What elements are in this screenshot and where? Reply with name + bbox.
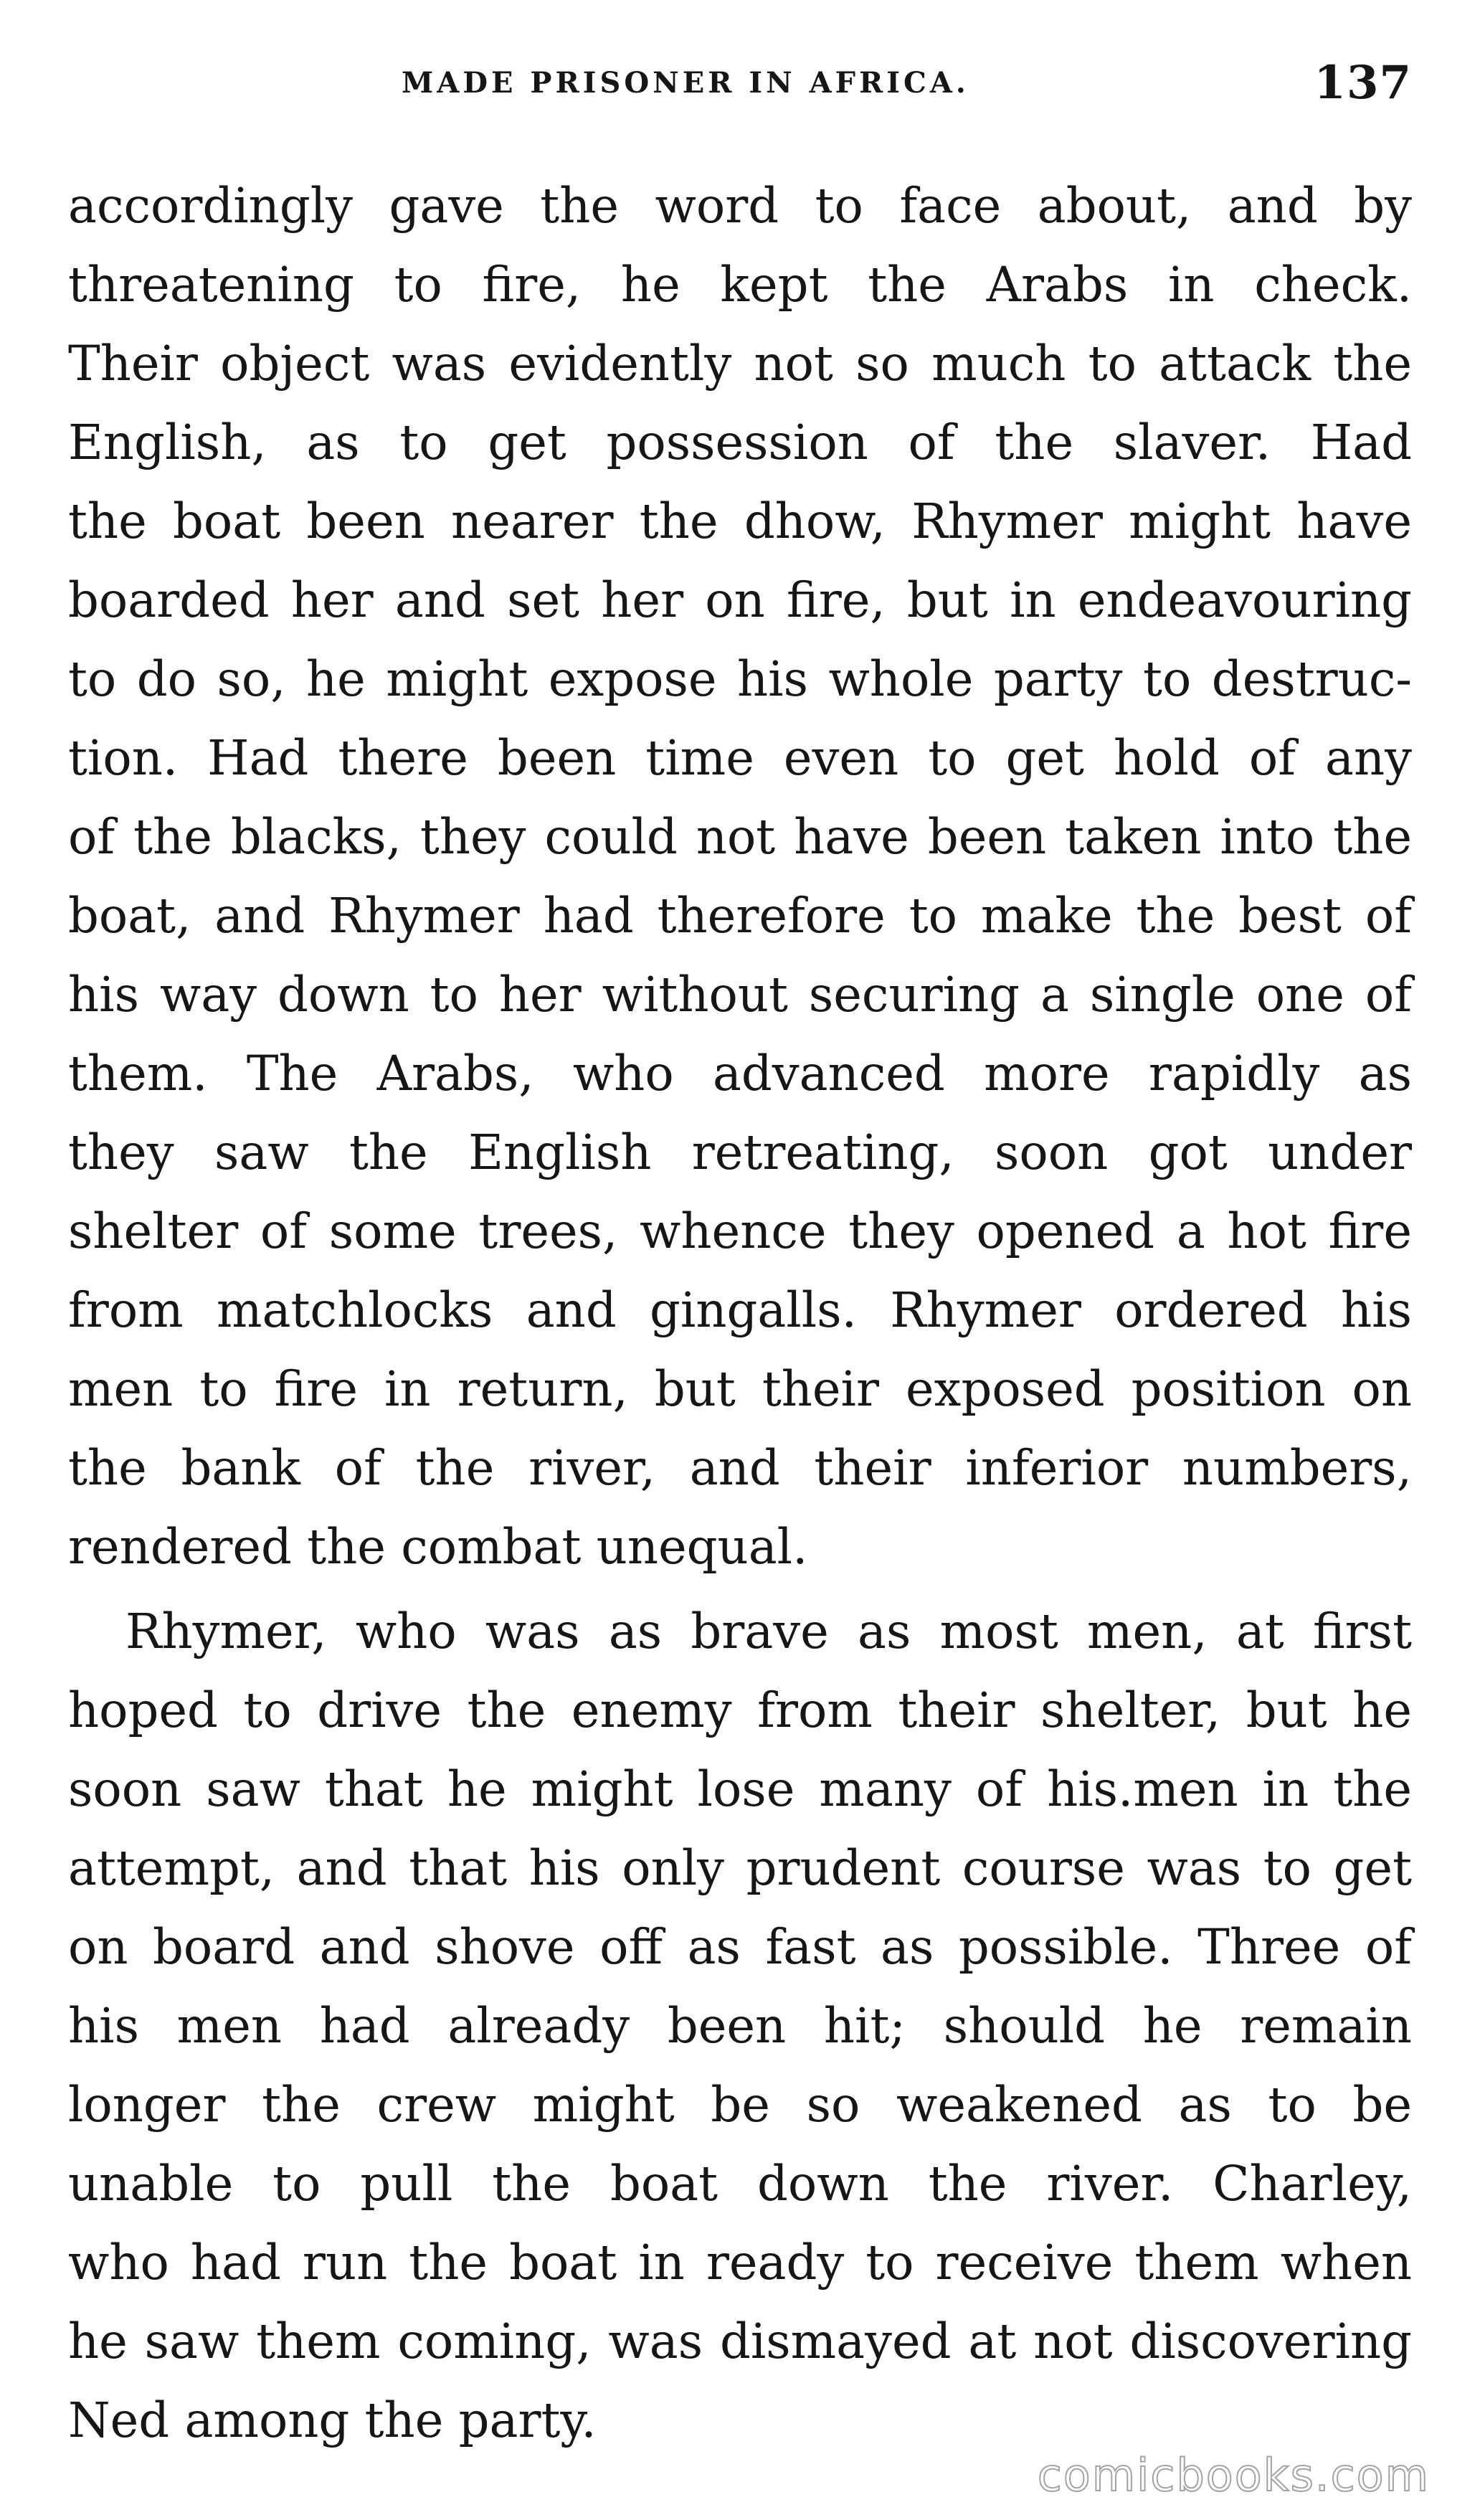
paragraph-spacer [68,1586,1412,1592]
text-line: tion. Had there been time even to get hold of any [68,730,1412,786]
text-line: longer the crew might be so weakened as to be [68,2077,1412,2133]
text-line: attempt, and that his only prudent course was to get [68,1840,1412,1896]
text-line: of the blacks, they could not have been taken into the [68,809,1412,865]
text-line: he saw them coming, was dismayed at not discovering [68,2313,1412,2369]
running-head [0,56,1480,120]
text-line: soon saw that he might lose many of his.men in the [68,1761,1412,1817]
text-line: Ned among the party. [68,2392,597,2448]
text-line: English, as to get possession of the slaver. Had [68,415,1412,470]
text-line: they saw the English retreating, soon got under [68,1124,1412,1180]
text-line: shelter of some trees, whence they opened a hot fire [68,1203,1412,1259]
text-line: his way down to her without securing a single one of [68,967,1412,1023]
text-line: accordingly gave the word to face about, and by [68,178,1412,234]
site-watermark: comicbooks.com [1037,2449,1430,2501]
text-line: to do so, he might expose his whole party to destruc- [68,651,1412,707]
text-line: his men had already been hit; should he remain [68,1998,1412,2054]
text-line: men to fire in return, but their exposed position on [68,1361,1412,1417]
text-line: boarded her and set her on fire, but in endeavouring [68,572,1412,628]
text-line: threatening to fire, he kept the Arabs in check. [68,257,1412,313]
paragraph [68,1592,1412,2460]
text-line: the boat been nearer the dhow, Rhymer might have [68,493,1412,549]
text-line: from matchlocks and gingalls. Rhymer ordered his [68,1282,1412,1338]
text-line: them. The Arabs, who advanced more rapidly as [68,1046,1412,1102]
page-number: 137 [1314,56,1412,110]
text-line: the bank of the river, and their inferior numbers, [68,1440,1412,1496]
text-line: boat, and Rhymer had therefore to make the best of [68,888,1412,944]
text-line: Rhymer, who was as brave as most men, at first [125,1604,1412,1659]
text-line: Their object was evidently not so much to attack the [68,336,1412,392]
text-line: unable to pull the boat down the river. Charley, [68,2156,1412,2212]
text-line: on board and shove off as fast as possible. Three of [68,1919,1412,1975]
paragraph [68,166,1412,1586]
text-line: hoped to drive the enemy from their shelter, but he [68,1682,1412,1738]
body-text [68,166,1412,2460]
running-title: MADE PRISONER IN AFRICA. [402,66,969,100]
text-line: rendered the combat unequal. [68,1519,808,1575]
text-line: who had run the boat in ready to receive them when [68,2235,1412,2291]
